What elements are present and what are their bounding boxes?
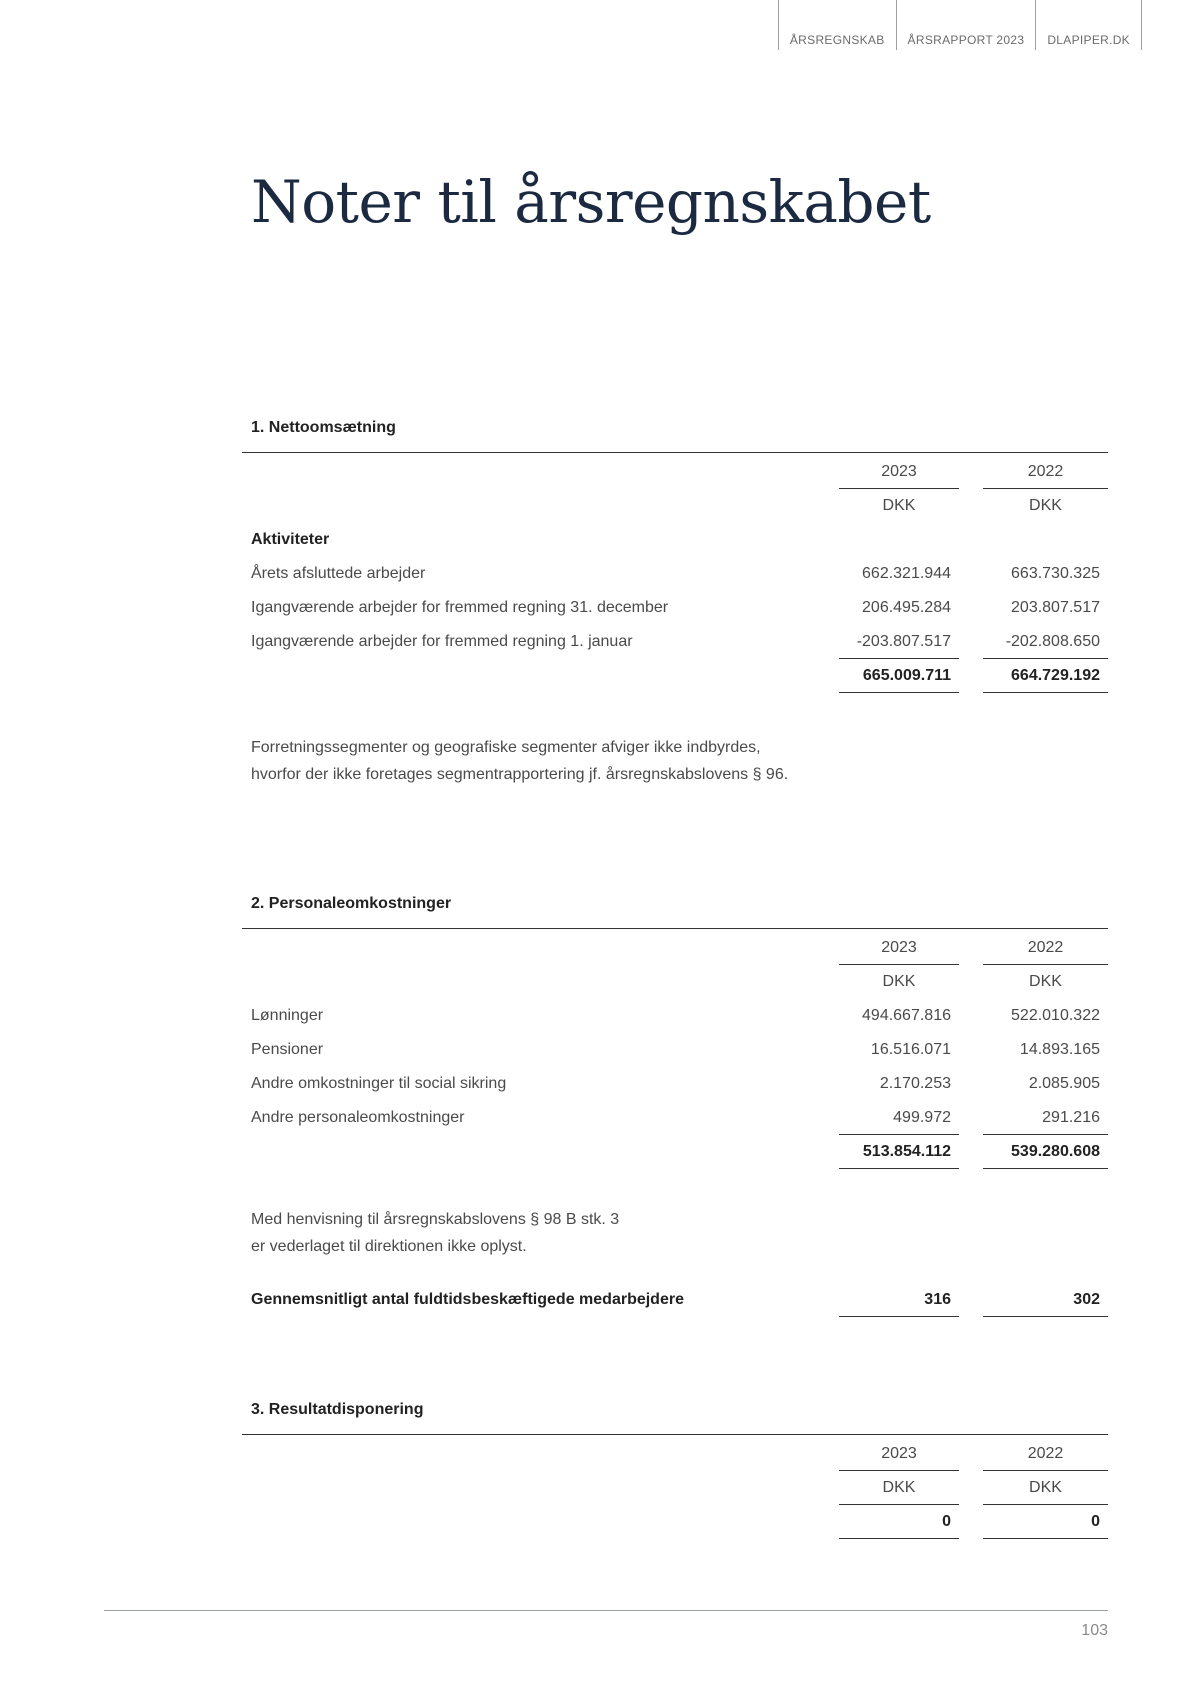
employees-2022: 302: [983, 1283, 1108, 1317]
table-row: [242, 557, 1108, 591]
row-label: Lønninger: [251, 1007, 324, 1024]
total-row: [242, 1505, 1108, 1539]
value-2022: 291.216: [983, 1101, 1108, 1135]
note-2-heading: 2. Personaleomkostninger: [251, 895, 452, 912]
value-2022: 203.807.517: [1011, 599, 1100, 616]
value-2023: 16.516.071: [870, 1041, 951, 1058]
note-3-section: [242, 1398, 1108, 1539]
note-3-heading: 3. Resultatdisponering: [251, 1401, 424, 1418]
row-label: Årets afsluttede arbejder: [251, 565, 426, 582]
note-2-text-line-1: Med henvisning til årsregnskabslovens § 98 B stk. 3: [251, 1211, 620, 1228]
value-2023: 2.170.253: [879, 1075, 951, 1092]
year-2022-header: 2022: [983, 1437, 1108, 1471]
note-2-text-line-2: er vederlaget til direktionen ikke oplyst.: [251, 1238, 527, 1255]
note-1-text-line-2: hvorfor der ikke foretages segmentrapportering jf. årsregnskabslovens § 96.: [251, 766, 789, 783]
table-row: [242, 591, 1108, 625]
value-2023: 662.321.944: [862, 565, 951, 582]
year-2023-header: 2023: [839, 931, 959, 965]
employees-section: [242, 1283, 1108, 1317]
total-2023: 665.009.711: [839, 659, 959, 693]
value-2022: 14.893.165: [1019, 1041, 1100, 1058]
note-1-currency-header: [242, 489, 1108, 523]
total-2022: 539.280.608: [983, 1135, 1108, 1169]
currency-2022: DKK: [1029, 973, 1062, 990]
row-label: Andre omkostninger til social sikring: [251, 1075, 507, 1092]
year-2022-header: 2022: [983, 455, 1108, 489]
note-1-text: [251, 734, 788, 788]
note-2-section: [242, 892, 1108, 1169]
table-row: [242, 625, 1108, 659]
total-2022: 0: [983, 1505, 1108, 1539]
page-number: 103: [1081, 1622, 1108, 1639]
value-2023: -203.807.517: [839, 625, 959, 659]
note-3-year-header: [242, 1437, 1108, 1471]
row-label: Pensioner: [251, 1041, 324, 1058]
table-row: [242, 1033, 1108, 1067]
nav-link-website[interactable]: DLAPIPER.DK: [1035, 0, 1142, 50]
currency-2023: DKK: [882, 497, 916, 514]
currency-2022: DKK: [1029, 497, 1062, 514]
note-1-subheading-row: [242, 523, 1108, 557]
note-1-top-rule: [242, 452, 1108, 453]
employees-2023: 316: [839, 1283, 959, 1317]
note-2-top-rule: [242, 928, 1108, 929]
note-2-text: [251, 1206, 619, 1260]
page-title: Noter til årsregnskabet: [251, 168, 931, 236]
value-2022: 663.730.325: [1011, 565, 1100, 582]
table-row: [242, 1101, 1108, 1135]
note-1-section: [242, 416, 1108, 693]
footer-divider: [104, 1610, 1108, 1611]
year-2023-header: 2023: [839, 1437, 959, 1471]
note-1-text-line-1: Forretningssegmenter og geografiske segmenter afviger ikke indbyrdes,: [251, 739, 761, 756]
total-2023: 513.854.112: [839, 1135, 959, 1169]
note-1-heading: 1. Nettoomsætning: [251, 419, 396, 436]
table-row: [242, 999, 1108, 1033]
note-2-year-header: [242, 931, 1108, 965]
year-2022-header: 2022: [983, 931, 1108, 965]
note-1-subheading: Aktiviteter: [251, 531, 330, 548]
value-2023: 494.667.816: [862, 1007, 951, 1024]
total-2023: 0: [839, 1505, 959, 1539]
note-2-currency-header: [242, 965, 1108, 999]
value-2023: 206.495.284: [862, 599, 951, 616]
row-label: Igangværende arbejder for fremmed regning 31. december: [251, 599, 669, 616]
table-row: [242, 1067, 1108, 1101]
value-2022: 522.010.322: [1011, 1007, 1100, 1024]
row-label: Igangværende arbejder for fremmed regning 1. januar: [251, 633, 633, 650]
note-1-year-header: [242, 455, 1108, 489]
value-2022: 2.085.905: [1028, 1075, 1100, 1092]
currency-2023: DKK: [882, 973, 916, 990]
nav-link-aarsrapport[interactable]: ÅRSRAPPORT 2023: [896, 0, 1036, 50]
total-2022: 664.729.192: [983, 659, 1108, 693]
employees-label: Gennemsnitligt antal fuldtidsbeskæftigede medarbejdere: [251, 1291, 684, 1308]
currency-2023: DKK: [839, 1471, 959, 1505]
note-3-currency-header: [242, 1471, 1108, 1505]
employees-row: [242, 1283, 1108, 1317]
year-2023-header: 2023: [839, 455, 959, 489]
row-label: Andre personaleomkostninger: [251, 1109, 465, 1126]
top-navigation: [778, 0, 1200, 50]
value-2022: -202.808.650: [983, 625, 1108, 659]
nav-link-aarsregnskab[interactable]: ÅRSREGNSKAB: [778, 0, 896, 50]
total-row: [242, 659, 1108, 693]
value-2023: 499.972: [839, 1101, 959, 1135]
total-row: [242, 1135, 1108, 1169]
note-3-top-rule: [242, 1434, 1108, 1435]
currency-2022: DKK: [983, 1471, 1108, 1505]
